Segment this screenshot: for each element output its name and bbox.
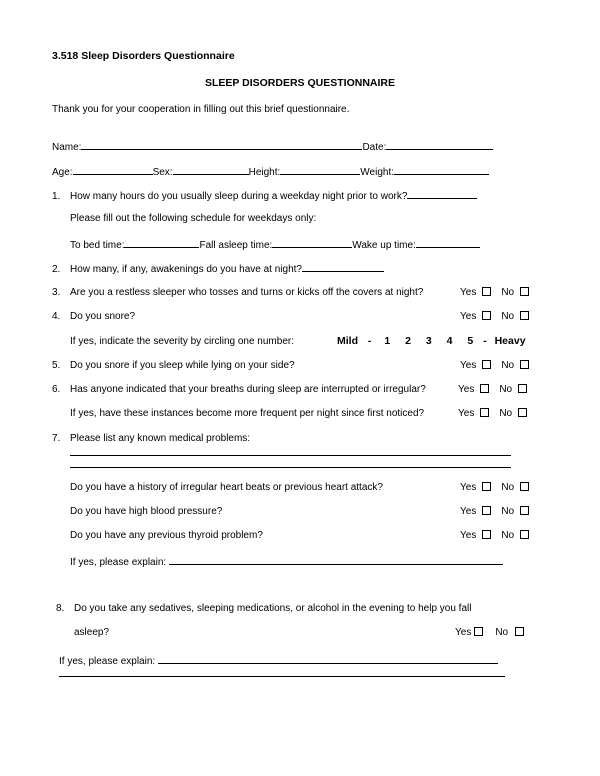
fall-asleep-field[interactable] xyxy=(272,238,352,248)
heart-question: Do you have a history of irregular heart beats or previous heart attack? xyxy=(70,482,383,493)
age-label: Age: xyxy=(52,167,73,178)
explain-label: If yes, please explain: xyxy=(59,656,156,667)
date-label: Date: xyxy=(362,142,387,153)
no-label: No xyxy=(501,482,515,493)
scale-dash: - xyxy=(367,335,372,347)
severity-instruction: If yes, indicate the severity by circling one number: xyxy=(70,336,294,347)
weight-label: Weight: xyxy=(360,167,395,178)
yes-no-thyroid xyxy=(460,530,529,541)
yes-label: Yes xyxy=(460,482,477,493)
question-8-continued: asleep? xyxy=(74,627,110,638)
yes-no-q8 xyxy=(455,627,524,638)
blood-pressure-question: Do you have high blood pressure? xyxy=(70,506,223,517)
question-7 xyxy=(52,433,250,444)
scale-4[interactable]: 4 xyxy=(446,335,453,347)
no-checkbox[interactable] xyxy=(518,408,527,417)
date-field[interactable] xyxy=(386,140,493,150)
explain-label: If yes, please explain: xyxy=(70,557,167,568)
q7-explain-row xyxy=(70,555,503,568)
no-label: No xyxy=(501,360,515,371)
yes-checkbox[interactable] xyxy=(482,311,491,320)
question-number: 3. xyxy=(52,287,61,298)
no-label: No xyxy=(495,627,509,638)
sex-field[interactable] xyxy=(173,165,249,175)
question-number: 8. xyxy=(56,603,65,614)
wake-up-field[interactable] xyxy=(416,238,480,248)
intro-text: Thank you for your cooperation in filling out this brief questionnaire. xyxy=(52,104,350,115)
question-5 xyxy=(52,360,295,371)
page-title: SLEEP DISORDERS QUESTIONNAIRE xyxy=(204,77,395,89)
question-text: Do you snore? xyxy=(70,311,136,322)
scale-dash: - xyxy=(483,335,487,347)
q8-explain-row xyxy=(59,654,498,667)
yes-label: Yes xyxy=(460,287,477,298)
yes-no-q6 xyxy=(458,384,527,395)
no-label: No xyxy=(501,506,515,517)
question-text: Are you a restless sleeper who tosses and turns or kicks off the covers at night? xyxy=(70,287,424,298)
no-checkbox[interactable] xyxy=(518,384,527,393)
scale-mild: Mild xyxy=(337,335,358,347)
weight-field[interactable] xyxy=(394,165,489,175)
awakenings-field[interactable] xyxy=(302,262,384,272)
q8-explain-line[interactable] xyxy=(59,676,505,677)
yes-label: Yes xyxy=(460,311,477,322)
yes-label: Yes xyxy=(455,627,472,638)
scale-1[interactable]: 1 xyxy=(384,335,391,347)
severity-scale xyxy=(337,335,526,347)
no-label: No xyxy=(501,530,515,541)
sex-label: Sex: xyxy=(152,167,173,178)
q6-followup: If yes, have these instances become more frequent per night since first noticed? xyxy=(70,408,425,419)
name-field-row xyxy=(52,140,493,153)
yes-checkbox[interactable] xyxy=(482,506,491,515)
no-checkbox[interactable] xyxy=(520,311,529,320)
no-label: No xyxy=(499,408,513,419)
question-number: 7. xyxy=(52,433,61,444)
bed-time-label: To bed time: xyxy=(70,240,125,251)
question-3 xyxy=(52,287,423,298)
wake-up-label: Wake up time: xyxy=(352,240,416,251)
question-4 xyxy=(52,311,135,322)
question-2 xyxy=(52,262,384,275)
yes-no-heart xyxy=(460,482,529,493)
no-checkbox[interactable] xyxy=(520,506,529,515)
question-text: Do you take any sedatives, sleeping medications, or alcohol in the evening to help you fall xyxy=(74,603,472,614)
question-number: 2. xyxy=(52,264,61,275)
no-checkbox[interactable] xyxy=(515,627,524,636)
document-header: 3.518 Sleep Disorders Questionnaire xyxy=(52,50,235,62)
no-checkbox[interactable] xyxy=(520,287,529,296)
yes-label: Yes xyxy=(460,360,477,371)
no-label: No xyxy=(501,311,515,322)
yes-no-q3 xyxy=(460,287,529,298)
yes-checkbox[interactable] xyxy=(474,627,483,636)
question-number: 6. xyxy=(52,384,61,395)
scale-heavy: Heavy xyxy=(494,335,526,347)
yes-label: Yes xyxy=(460,506,477,517)
name-label: Name: xyxy=(52,142,82,153)
no-checkbox[interactable] xyxy=(520,482,529,491)
fall-asleep-label: Fall asleep time: xyxy=(199,240,273,251)
yes-label: Yes xyxy=(458,384,475,395)
no-checkbox[interactable] xyxy=(520,530,529,539)
scale-5[interactable]: 5 xyxy=(467,335,474,347)
no-label: No xyxy=(499,384,513,395)
bed-time-field[interactable] xyxy=(124,238,199,248)
yes-no-q5 xyxy=(460,360,529,371)
question-text: Has anyone indicated that your breaths during sleep are interrupted or irregular? xyxy=(70,384,426,395)
question-8 xyxy=(56,603,471,614)
no-label: No xyxy=(501,287,515,298)
yes-checkbox[interactable] xyxy=(482,287,491,296)
schedule-row xyxy=(70,238,480,251)
yes-checkbox[interactable] xyxy=(480,384,489,393)
no-checkbox[interactable] xyxy=(520,360,529,369)
question-text: Do you snore if you sleep while lying on your side? xyxy=(70,360,295,371)
height-label: Height: xyxy=(248,167,281,178)
yes-no-q4 xyxy=(460,311,529,322)
thyroid-question: Do you have any previous thyroid problem? xyxy=(70,530,263,541)
age-field[interactable] xyxy=(73,165,153,175)
yes-checkbox[interactable] xyxy=(480,408,489,417)
medical-problems-line[interactable] xyxy=(70,455,511,456)
question-number: 5. xyxy=(52,360,61,371)
yes-no-bp xyxy=(460,506,529,517)
scale-3[interactable]: 3 xyxy=(425,335,432,347)
hours-sleep-field[interactable] xyxy=(407,189,477,199)
q8-explain-field[interactable] xyxy=(158,654,498,664)
question-text: How many hours do you usually sleep during a weekday night prior to work? xyxy=(70,191,408,202)
scale-2[interactable]: 2 xyxy=(405,335,411,347)
schedule-instruction: Please fill out the following schedule for weekdays only: xyxy=(70,213,317,224)
yes-checkbox[interactable] xyxy=(482,360,491,369)
question-1 xyxy=(52,189,477,202)
yes-label: Yes xyxy=(458,408,475,419)
demographics-row xyxy=(52,165,489,178)
q7-explain-field[interactable] xyxy=(169,555,503,565)
yes-no-q6-followup xyxy=(458,408,527,419)
yes-label: Yes xyxy=(460,530,477,541)
name-field[interactable] xyxy=(81,140,362,150)
question-text: Please list any known medical problems: xyxy=(70,433,251,444)
question-number: 1. xyxy=(52,191,61,202)
question-text: How many, if any, awakenings do you have at night? xyxy=(70,264,302,275)
height-field[interactable] xyxy=(280,165,360,175)
question-6 xyxy=(52,384,426,395)
yes-checkbox[interactable] xyxy=(482,530,491,539)
yes-checkbox[interactable] xyxy=(482,482,491,491)
question-number: 4. xyxy=(52,311,61,322)
medical-problems-line[interactable] xyxy=(70,467,511,468)
